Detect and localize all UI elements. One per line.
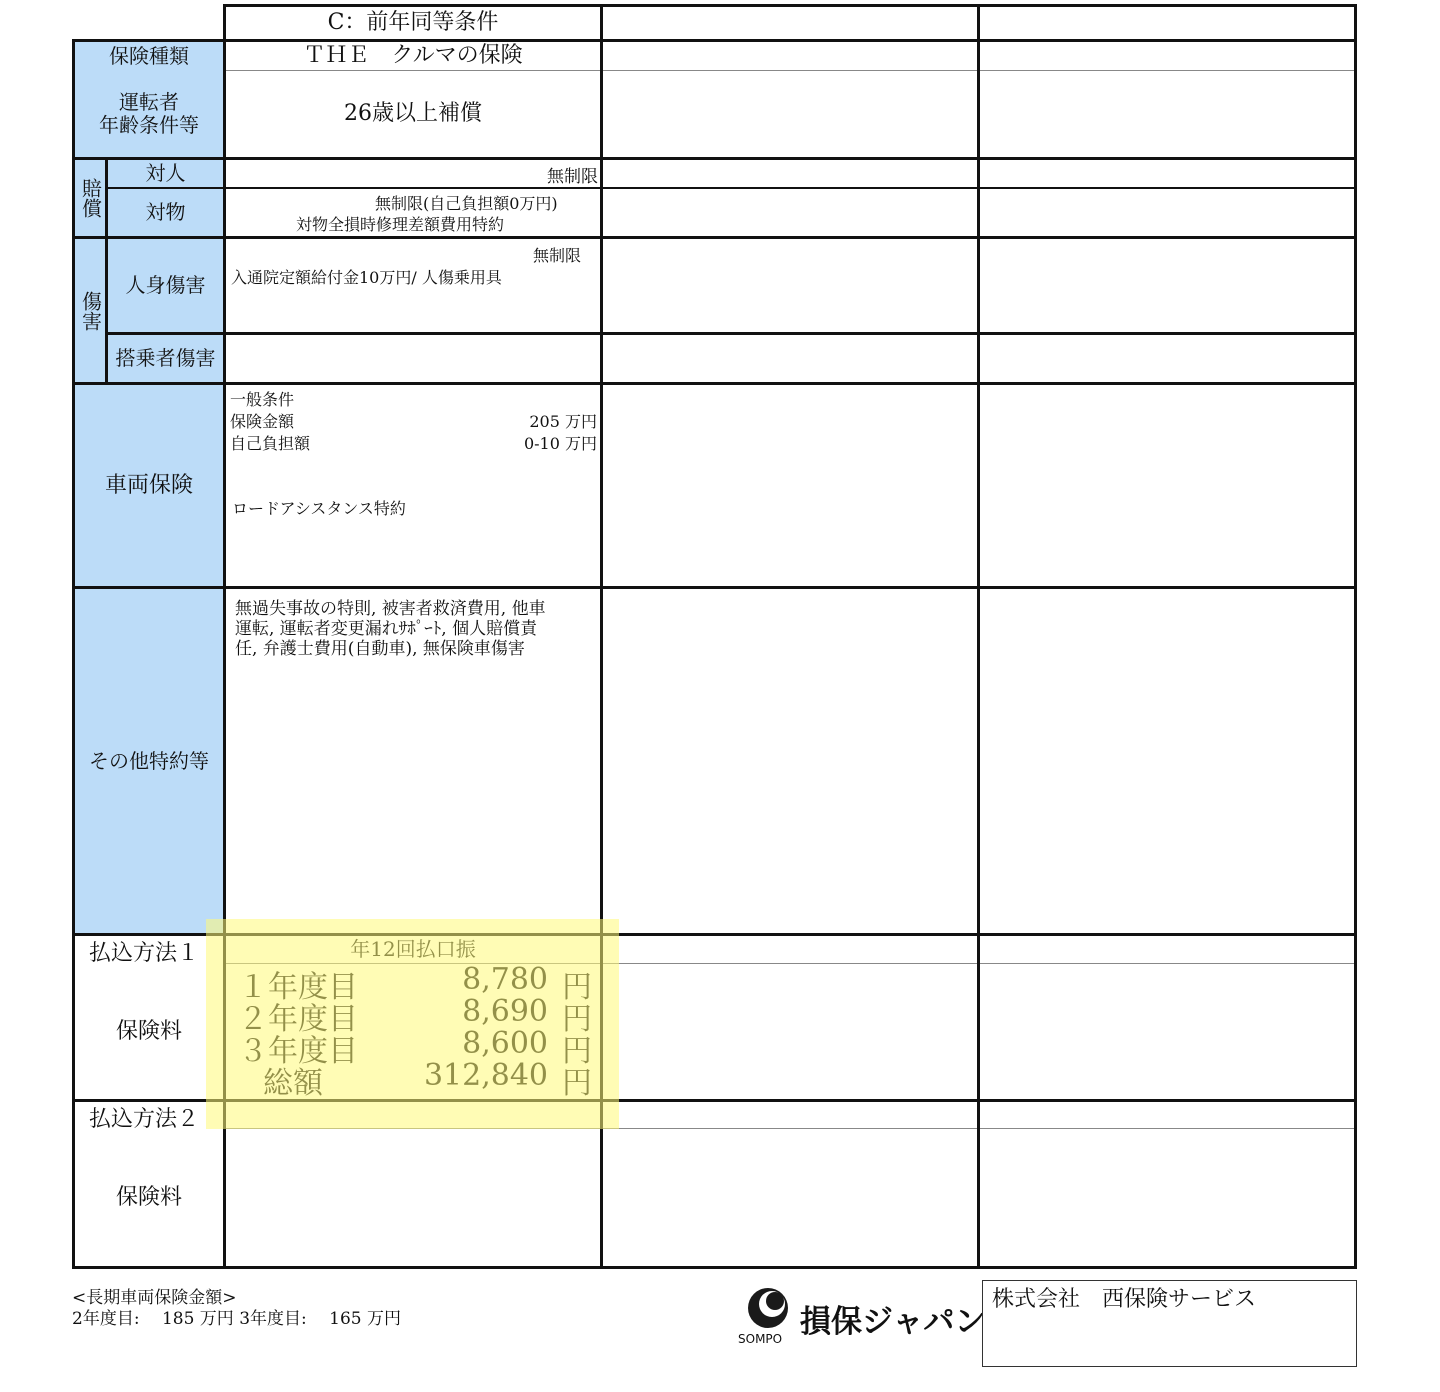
label-injury-text: 傷害 (78, 290, 103, 331)
label-payment-method-1: 払込方法１ (89, 941, 200, 966)
company-name: 株式会社 西保険サービス (992, 1287, 1257, 1312)
property-value-line2: 対物全損時修理差額費用特約 (296, 215, 505, 234)
other-riders-line2: 運転, 運転者変更漏れｻﾎﾟｰﾄ, 個人賠償責 (235, 619, 538, 639)
footer-note-line: 2年度目: 185 万円 3年度目: 165 万円 (72, 1309, 402, 1329)
vehicle-sum-value: 205 万円 (529, 412, 597, 431)
personal-injury-value-line1: 無制限 (533, 246, 582, 265)
driver-conditions-value: 26歳以上補償 (344, 101, 482, 127)
label-personal-injury: 人身傷害 (125, 273, 206, 297)
sompo-logo (736, 1286, 986, 1350)
footer-note-title: <長期車両保険金額> (72, 1288, 237, 1308)
label-driver-line2: 年齢条件等 (99, 113, 199, 137)
label-bodily: 対人 (145, 161, 186, 185)
label-property: 対物 (145, 200, 186, 224)
label-vehicle-insurance: 車両保険 (104, 472, 193, 498)
label-premium-2: 保険料 (115, 1184, 182, 1210)
label-payment-method-2: 払込方法２ (89, 1107, 200, 1132)
label-compensation-text: 賠償 (78, 178, 103, 218)
vehicle-deductible-label: 自己負担額 (230, 434, 311, 453)
vehicle-sum-label: 保険金額 (230, 412, 295, 431)
bodily-value: 無制限 (547, 167, 598, 187)
vehicle-deductible-value: 0-10 万円 (523, 434, 597, 453)
personal-injury-value-line2: 入通院定額給付金10万円/ 人傷乗用具 (231, 268, 502, 287)
label-driver-line1: 運転者 (119, 90, 179, 114)
property-value-line1: 無制限(自己負担額0万円) (375, 194, 558, 213)
sompo-logo-sub: SOMPO (738, 1332, 783, 1346)
sompo-logo-icon (742, 1286, 794, 1332)
label-passenger-injury: 搭乗者傷害 (115, 346, 216, 370)
vehicle-rider: ロードアシスタンス特約 (232, 499, 406, 518)
column-c-header: C：前年同等条件 (327, 10, 499, 36)
label-driver-conditions (75, 71, 223, 157)
label-injury-group (75, 239, 105, 382)
insurance-type-value: ＴＨＥ クルマの保険 (303, 43, 523, 69)
label-compensation-group (75, 160, 105, 236)
highlight-box (206, 919, 619, 1129)
label-other-riders: その他特約等 (89, 748, 209, 773)
other-riders-line1: 無過失事故の特則, 被害者救済費用, 他車 (235, 599, 546, 619)
sompo-logo-text: 損保ジャパン (800, 1304, 986, 1340)
vehicle-condition-title: 一般条件 (230, 390, 295, 409)
label-premium-1: 保険料 (115, 1018, 182, 1044)
label-insurance-type: 保険種類 (109, 43, 189, 68)
other-riders-line3: 任, 弁護士費用(自動車), 無保険車傷害 (235, 639, 525, 659)
